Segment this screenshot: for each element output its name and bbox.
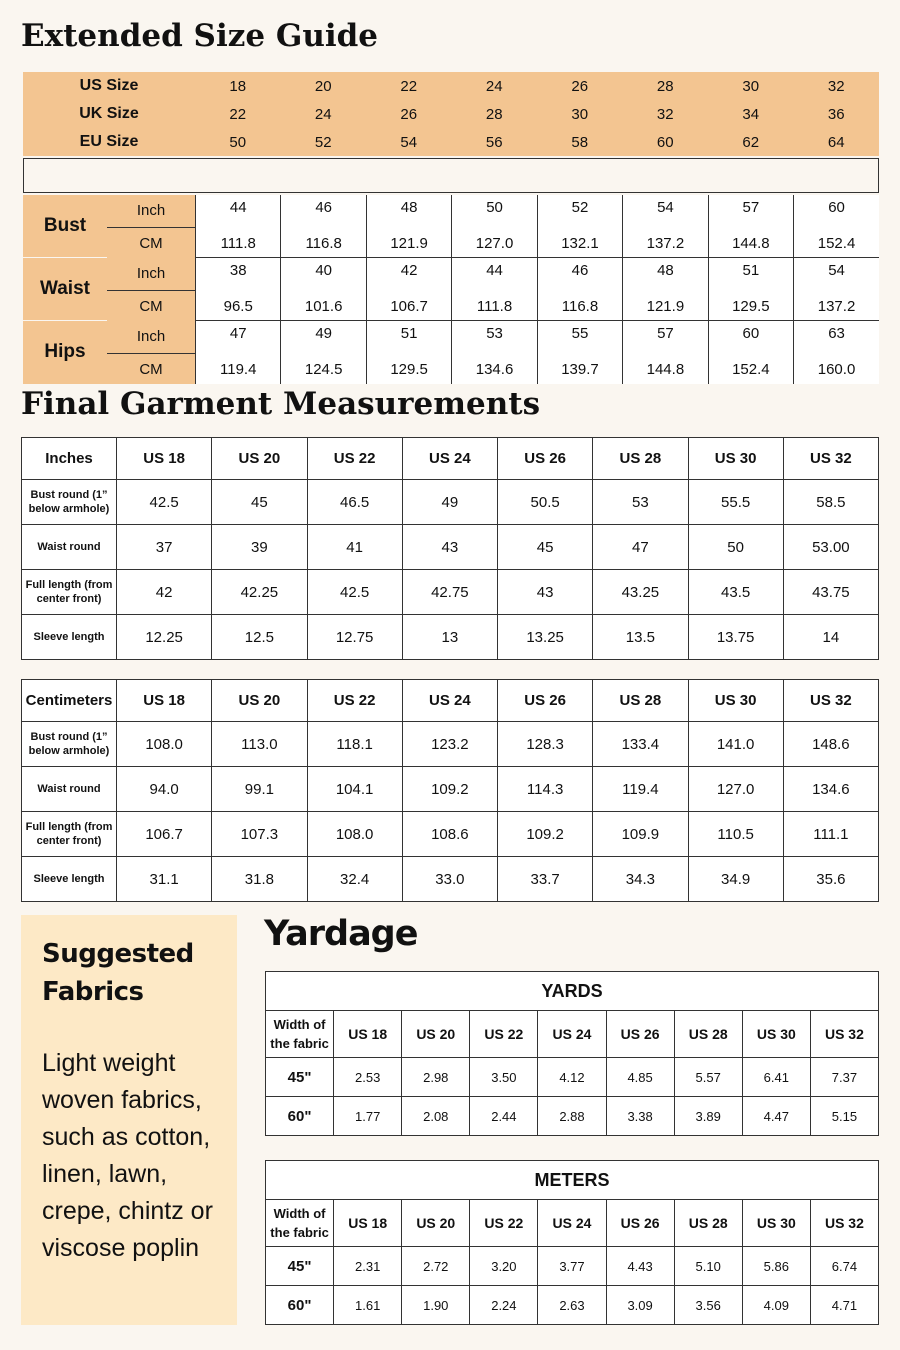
garment-value: 94.0	[117, 767, 212, 812]
fabrics-title: Suggested Fabrics	[42, 939, 194, 1007]
measurement-value-inch: 38	[196, 258, 281, 291]
garment-value: 53	[593, 480, 688, 525]
garment-value: 45	[498, 525, 593, 570]
measurement-value-cm: 101.6	[281, 290, 366, 321]
yardage-value: 4.43	[606, 1247, 674, 1286]
measurement-value-cm: 134.6	[452, 353, 537, 384]
measurement-value-cm: 160.0	[794, 353, 879, 384]
conversion-value: 24	[314, 105, 332, 123]
conversion-value: 36	[827, 105, 845, 123]
yardage-row	[266, 1247, 879, 1286]
measurement-value-cm: 116.8	[281, 227, 366, 258]
yardage-value: 2.08	[402, 1097, 470, 1136]
garment-value: 43.5	[688, 570, 783, 615]
garment-size-header: US 20	[212, 680, 307, 722]
measurement-value-inch: 50	[452, 195, 537, 227]
garment-row-label: Bust round (1” below armhole)	[22, 480, 117, 525]
yardage-row	[266, 1097, 879, 1136]
conversion-value: 56	[485, 133, 503, 151]
yardage-width-label: 45"	[266, 1058, 334, 1097]
garment-value: 35.6	[783, 857, 878, 902]
yardage-size-header: US 22	[470, 1200, 538, 1247]
conversion-value: 52	[314, 133, 332, 151]
garment-row	[22, 570, 879, 615]
conversion-value: 24	[485, 77, 503, 95]
garment-row-label: Full length (from center front)	[22, 570, 117, 615]
yardage-title-row	[266, 1161, 879, 1200]
garment-value: 33.7	[498, 857, 593, 902]
garment-header-row	[22, 680, 879, 722]
yardage-header-row	[266, 1200, 879, 1247]
yardage-corner-label: Width of the fabric	[266, 1200, 334, 1247]
yardage-value: 4.09	[742, 1286, 810, 1325]
measurement-value-inch: 44	[452, 258, 537, 291]
garment-size-header: US 30	[688, 680, 783, 722]
yardage-value: 2.72	[402, 1247, 470, 1286]
conversion-value: 32	[827, 77, 845, 95]
conversion-row	[23, 128, 879, 156]
measurement-row-cm	[23, 353, 879, 384]
garment-value: 148.6	[783, 722, 878, 767]
measurement-value-cm: 116.8	[537, 290, 622, 321]
garment-value: 108.0	[307, 812, 402, 857]
garment-value: 58.5	[783, 480, 878, 525]
conversion-value: 30	[742, 77, 760, 95]
garment-value: 50	[688, 525, 783, 570]
garment-value: 141.0	[688, 722, 783, 767]
measurement-value-cm: 127.0	[452, 227, 537, 258]
conversion-row-label: EU Size	[79, 133, 139, 150]
yardage-value: 3.20	[470, 1247, 538, 1286]
yardage-value: 3.89	[674, 1097, 742, 1136]
measurement-value-cm: 111.8	[452, 290, 537, 321]
conversion-value: 32	[656, 105, 674, 123]
garment-value: 55.5	[688, 480, 783, 525]
unit-label-cm: CM	[107, 290, 196, 321]
garment-value: 134.6	[783, 767, 878, 812]
garment-value: 31.1	[117, 857, 212, 902]
garment-size-header: US 22	[307, 438, 402, 480]
garment-value: 111.1	[783, 812, 878, 857]
garment-value: 113.0	[212, 722, 307, 767]
measurement-value-inch: 46	[537, 258, 622, 291]
yardage-size-header: US 32	[810, 1011, 878, 1058]
garment-size-header: US 18	[117, 438, 212, 480]
garment-value: 43.25	[593, 570, 688, 615]
measurement-value-cm: 137.2	[623, 227, 708, 258]
measurement-value-cm: 129.5	[708, 290, 793, 321]
measurement-group-label: Bust	[23, 195, 107, 258]
garment-row-label: Bust round (1” below armhole)	[22, 722, 117, 767]
garment-value: 37	[117, 525, 212, 570]
yardage-value: 1.61	[334, 1286, 402, 1325]
measurement-value-cm: 152.4	[794, 227, 879, 258]
garment-size-header: US 26	[498, 438, 593, 480]
garment-size-header: US 26	[498, 680, 593, 722]
yardage-value: 6.41	[742, 1058, 810, 1097]
conversion-row-label: US Size	[79, 77, 139, 94]
garment-value: 123.2	[402, 722, 497, 767]
garment-value: 43	[402, 525, 497, 570]
yardage-value: 6.74	[810, 1247, 878, 1286]
measurement-value-cm: 144.8	[708, 227, 793, 258]
yardage-row	[266, 1286, 879, 1325]
measurement-value-cm: 121.9	[366, 227, 451, 258]
garment-value: 109.2	[402, 767, 497, 812]
garment-inches-table	[21, 437, 879, 660]
garment-value: 110.5	[688, 812, 783, 857]
conversion-value: 18	[229, 77, 247, 95]
yardage-size-header: US 18	[334, 1011, 402, 1058]
yardage-value: 5.86	[742, 1247, 810, 1286]
yardage-size-header: US 26	[606, 1200, 674, 1247]
measurement-value-cm: 137.2	[794, 290, 879, 321]
garment-value: 50.5	[498, 480, 593, 525]
garment-value: 12.5	[212, 615, 307, 660]
garment-value: 12.25	[117, 615, 212, 660]
blank-spacer-box	[23, 158, 879, 193]
yardage-meters-table	[265, 1160, 879, 1325]
garment-value: 41	[307, 525, 402, 570]
garment-value: 12.75	[307, 615, 402, 660]
measurement-value-inch: 55	[537, 321, 622, 354]
garment-row-label: Sleeve length	[22, 857, 117, 902]
measurement-value-cm: 139.7	[537, 353, 622, 384]
garment-value: 106.7	[117, 812, 212, 857]
yardage-value: 3.09	[606, 1286, 674, 1325]
garment-value: 104.1	[307, 767, 402, 812]
measurement-row-cm	[23, 227, 879, 258]
garment-value: 31.8	[212, 857, 307, 902]
garment-value: 42.5	[117, 480, 212, 525]
conversion-value: 58	[571, 133, 589, 151]
yardage-width-label: 60"	[266, 1097, 334, 1136]
garment-value: 108.6	[402, 812, 497, 857]
measurement-value-inch: 46	[281, 195, 366, 227]
yardage-size-header: US 24	[538, 1200, 606, 1247]
yardage-value: 7.37	[810, 1058, 878, 1097]
yardage-value: 4.12	[538, 1058, 606, 1097]
measurement-row-inch	[23, 195, 879, 227]
yardage-value: 5.10	[674, 1247, 742, 1286]
conversion-value: 50	[229, 133, 247, 151]
conversion-value: 20	[314, 77, 332, 95]
conversion-row	[23, 72, 879, 100]
garment-value: 114.3	[498, 767, 593, 812]
garment-value: 33.0	[402, 857, 497, 902]
garment-row-label: Waist round	[22, 767, 117, 812]
size-guide	[23, 72, 879, 384]
measurement-value-cm: 106.7	[366, 290, 451, 321]
garment-value: 42.5	[307, 570, 402, 615]
yardage-value: 2.53	[334, 1058, 402, 1097]
measurement-value-cm: 132.1	[537, 227, 622, 258]
measurement-value-inch: 53	[452, 321, 537, 354]
garment-size-header: US 20	[212, 438, 307, 480]
measurement-value-cm: 129.5	[366, 353, 451, 384]
measurement-value-inch: 51	[366, 321, 451, 354]
yardage-size-header: US 32	[810, 1200, 878, 1247]
garment-value: 34.3	[593, 857, 688, 902]
yardage-value: 2.31	[334, 1247, 402, 1286]
conversion-value: 62	[742, 133, 760, 151]
measurement-value-inch: 49	[281, 321, 366, 354]
yardage-value: 2.88	[538, 1097, 606, 1136]
garment-size-header: US 32	[783, 680, 878, 722]
measurement-group-label: Hips	[23, 321, 107, 384]
yardage-size-header: US 22	[470, 1011, 538, 1058]
yardage-header-row	[266, 1011, 879, 1058]
garment-value: 42	[117, 570, 212, 615]
yardage-corner-label: Width of the fabric	[266, 1011, 334, 1058]
conversion-value: 22	[400, 77, 418, 95]
yardage-value: 1.77	[334, 1097, 402, 1136]
garment-value: 43.75	[783, 570, 878, 615]
garment-corner-label: Inches	[22, 438, 117, 480]
measurement-value-inch: 42	[366, 258, 451, 291]
garment-value: 128.3	[498, 722, 593, 767]
garment-value: 42.25	[212, 570, 307, 615]
unit-label-cm: CM	[107, 353, 196, 384]
conversion-row-label: UK Size	[79, 105, 139, 122]
garment-row-label: Full length (from center front)	[22, 812, 117, 857]
size-guide-title: Extended Size Guide	[21, 18, 379, 54]
garment-value: 34.9	[688, 857, 783, 902]
garment-value: 99.1	[212, 767, 307, 812]
measurement-value-inch: 40	[281, 258, 366, 291]
yardage-width-label: 45"	[266, 1247, 334, 1286]
garment-size-header: US 28	[593, 680, 688, 722]
conversion-value: 26	[571, 77, 589, 95]
conversion-value: 30	[571, 105, 589, 123]
yardage-value: 1.90	[402, 1286, 470, 1325]
garment-value: 13.75	[688, 615, 783, 660]
garment-row-label: Sleeve length	[22, 615, 117, 660]
garment-row	[22, 615, 879, 660]
garment-size-header: US 22	[307, 680, 402, 722]
measurement-value-inch: 44	[196, 195, 281, 227]
garment-value: 43	[498, 570, 593, 615]
unit-label-inch: Inch	[107, 195, 196, 227]
yardage-unit-title: YARDS	[266, 972, 879, 1011]
fabrics-description: Light weight woven fabrics, such as cotton, linen, lawn, crepe, chintz or viscose poplin	[42, 1049, 213, 1262]
conversion-value: 34	[742, 105, 760, 123]
yardage-size-header: US 28	[674, 1200, 742, 1247]
yardage-yards-table	[265, 971, 879, 1136]
yardage-value: 2.44	[470, 1097, 538, 1136]
yardage-value: 4.47	[742, 1097, 810, 1136]
garment-value: 53.00	[783, 525, 878, 570]
measurement-group-label: Waist	[23, 258, 107, 321]
measurement-value-cm: 124.5	[281, 353, 366, 384]
garment-corner-label: Centimeters	[22, 680, 117, 722]
garment-value: 108.0	[117, 722, 212, 767]
garment-value: 45	[212, 480, 307, 525]
garment-row	[22, 812, 879, 857]
garment-value: 49	[402, 480, 497, 525]
body-measurements-table	[23, 195, 879, 384]
yardage-size-header: US 20	[402, 1011, 470, 1058]
yardage-value: 3.56	[674, 1286, 742, 1325]
garment-header-row	[22, 438, 879, 480]
garment-value: 107.3	[212, 812, 307, 857]
garment-value: 109.9	[593, 812, 688, 857]
yardage-title: Yardage	[264, 914, 418, 954]
garment-value: 127.0	[688, 767, 783, 812]
garment-value: 13	[402, 615, 497, 660]
garment-row	[22, 525, 879, 570]
yardage-value: 2.24	[470, 1286, 538, 1325]
measurement-row-inch	[23, 321, 879, 354]
yardage-value: 2.63	[538, 1286, 606, 1325]
garment-row	[22, 857, 879, 902]
garment-size-header: US 30	[688, 438, 783, 480]
measurement-value-cm: 111.8	[196, 227, 281, 258]
conversion-value: 28	[485, 105, 503, 123]
garment-value: 14	[783, 615, 878, 660]
measurement-value-inch: 54	[794, 258, 879, 291]
conversion-value: 22	[229, 105, 247, 123]
yardage-size-header: US 24	[538, 1011, 606, 1058]
yardage-size-header: US 28	[674, 1011, 742, 1058]
measurement-value-cm: 119.4	[196, 353, 281, 384]
conversion-value: 60	[656, 133, 674, 151]
yardage-value: 3.77	[538, 1247, 606, 1286]
garment-size-header: US 24	[402, 438, 497, 480]
measurement-value-inch: 48	[623, 258, 708, 291]
garment-title: Final Garment Measurements	[21, 386, 541, 422]
yardage-size-header: US 30	[742, 1200, 810, 1247]
garment-cm-table	[21, 679, 879, 902]
yardage-width-label: 60"	[266, 1286, 334, 1325]
unit-label-inch: Inch	[107, 321, 196, 354]
garment-value: 133.4	[593, 722, 688, 767]
garment-size-header: US 24	[402, 680, 497, 722]
garment-value: 47	[593, 525, 688, 570]
measurement-value-inch: 57	[623, 321, 708, 354]
garment-value: 13.25	[498, 615, 593, 660]
garment-row	[22, 722, 879, 767]
measurement-value-inch: 51	[708, 258, 793, 291]
yardage-value: 3.50	[470, 1058, 538, 1097]
garment-value: 109.2	[498, 812, 593, 857]
conversion-value: 64	[827, 133, 845, 151]
garment-row	[22, 767, 879, 812]
yardage-value: 3.38	[606, 1097, 674, 1136]
yardage-title-row	[266, 972, 879, 1011]
size-conversion-table	[23, 72, 879, 156]
measurement-value-inch: 52	[537, 195, 622, 227]
garment-row-label: Waist round	[22, 525, 117, 570]
garment-value: 119.4	[593, 767, 688, 812]
conversion-row	[23, 100, 879, 128]
garment-value: 39	[212, 525, 307, 570]
yardage-row	[266, 1058, 879, 1097]
garment-value: 42.75	[402, 570, 497, 615]
garment-value: 13.5	[593, 615, 688, 660]
measurement-value-cm: 152.4	[708, 353, 793, 384]
measurement-row-inch	[23, 258, 879, 291]
conversion-value: 28	[656, 77, 674, 95]
garment-size-header: US 32	[783, 438, 878, 480]
measurement-value-inch: 54	[623, 195, 708, 227]
unit-label-inch: Inch	[107, 258, 196, 291]
garment-value: 118.1	[307, 722, 402, 767]
unit-label-cm: CM	[107, 227, 196, 258]
garment-value: 32.4	[307, 857, 402, 902]
measurement-value-cm: 121.9	[623, 290, 708, 321]
yardage-size-header: US 20	[402, 1200, 470, 1247]
conversion-value: 54	[400, 133, 418, 151]
garment-row	[22, 480, 879, 525]
measurement-value-inch: 60	[708, 321, 793, 354]
yardage-value: 2.98	[402, 1058, 470, 1097]
measurement-value-inch: 57	[708, 195, 793, 227]
measurement-value-cm: 144.8	[623, 353, 708, 384]
measurement-value-cm: 96.5	[196, 290, 281, 321]
suggested-fabrics-panel	[21, 915, 237, 1325]
yardage-unit-title: METERS	[266, 1161, 879, 1200]
yardage-size-header: US 26	[606, 1011, 674, 1058]
measurement-value-inch: 60	[794, 195, 879, 227]
measurement-value-inch: 47	[196, 321, 281, 354]
conversion-value: 26	[400, 105, 418, 123]
yardage-value: 4.71	[810, 1286, 878, 1325]
yardage-size-header: US 30	[742, 1011, 810, 1058]
yardage-value: 4.85	[606, 1058, 674, 1097]
measurement-value-inch: 48	[366, 195, 451, 227]
garment-size-header: US 28	[593, 438, 688, 480]
measurement-value-inch: 63	[794, 321, 879, 354]
measurement-row-cm	[23, 290, 879, 321]
garment-value: 46.5	[307, 480, 402, 525]
yardage-size-header: US 18	[334, 1200, 402, 1247]
yardage-value: 5.57	[674, 1058, 742, 1097]
yardage-value: 5.15	[810, 1097, 878, 1136]
garment-size-header: US 18	[117, 680, 212, 722]
